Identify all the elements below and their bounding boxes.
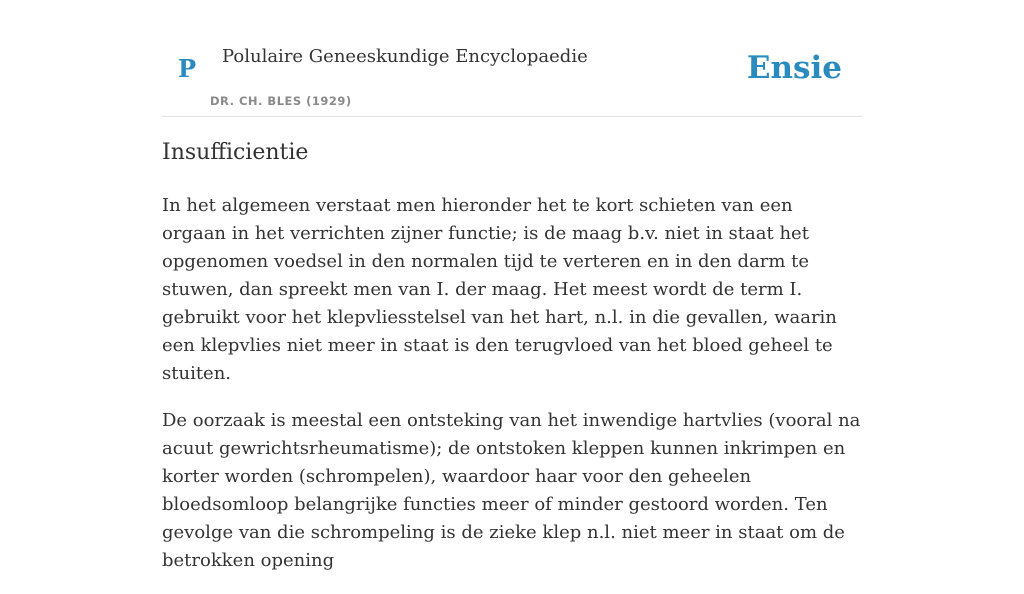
page	[162, 0, 862, 571]
book-title[interactable]: Polulaire Geneeskundige Encyclopaedie	[222, 46, 588, 67]
entry-title: Insufficientie	[162, 140, 309, 165]
paragraph-1: In het algemeen verstaat men hieronder het te kort schieten van een orgaan in het verrichten zijner functie; is de maag b.v. niet in staat het opgenomen voedsel in den normalen tijd te verteren en in den darm te stuwen, dan spreekt men van I. der maag. Het meest wordt de term I. gebruikt voor het klepvliesstelsel van het hart, n.l. in die gevallen, waarin een klepvlies niet meer in staat is den terugvloed van het bloed geheel te stuiten.	[162, 195, 837, 384]
paragraph-2: De oorzaak is meestal een ontsteking van het inwendige hartvlies (vooral na acuut gewrichtsrheumatisme); de ontstoken kleppen kunnen inkrimpen en korter worden (schrompelen), waardoor haar voor den geheelen bloedsomloop belangrijke functies meer of minder gestoord worden. Ten gevolge van die schrompeling is de zieke klep n.l. niet meer in staat om de betrokken opening	[162, 410, 861, 571]
header	[162, 0, 862, 117]
book-author: DR. CH. BLES (1929)	[210, 94, 352, 108]
brand-logo[interactable]: Ensie	[746, 50, 842, 86]
index-letter[interactable]: P	[178, 54, 197, 83]
entry-body	[162, 192, 862, 594]
